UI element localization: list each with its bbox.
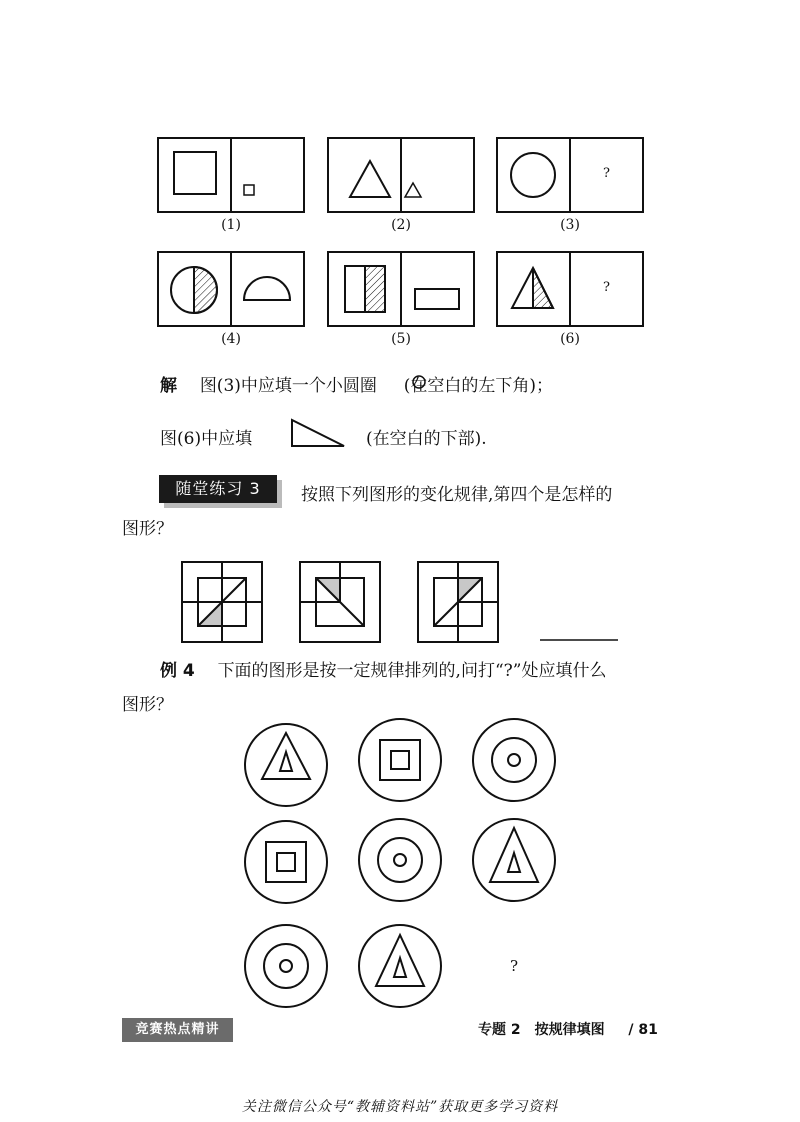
panel-label-2: (2) bbox=[391, 217, 411, 233]
large-triangle bbox=[350, 161, 390, 197]
example4-line-1-text: 下面的图形是按一定规律排列的,问打“?”处应填什么 bbox=[217, 661, 607, 681]
small-square bbox=[244, 185, 254, 195]
grid-cell-1-2 bbox=[359, 719, 441, 801]
practice-figure-3 bbox=[418, 562, 498, 642]
practice-figure-2 bbox=[300, 562, 380, 642]
footer-chapter bbox=[478, 1019, 658, 1039]
practice-label-box: 随堂练习 3 bbox=[159, 475, 277, 503]
grid-cell-2-2 bbox=[359, 819, 441, 901]
example4-line-2: 图形？ bbox=[122, 695, 173, 715]
solution-line-2-tail: (在空白的下部). bbox=[366, 429, 487, 449]
panel-label-1: (1) bbox=[221, 217, 241, 233]
semicircle bbox=[244, 277, 290, 300]
footer-chapter-title: 专题 2 按规律填图 bbox=[478, 1022, 605, 1038]
solution-label: 解 bbox=[160, 376, 177, 396]
example4-line-1 bbox=[160, 656, 606, 681]
panel-label-5: (5) bbox=[391, 331, 411, 347]
panel-6-question-mark: ? bbox=[603, 280, 610, 295]
panel-2 bbox=[328, 138, 474, 212]
example4-label: 例 4 bbox=[160, 661, 195, 681]
panel-3-question-mark: ? bbox=[603, 166, 610, 181]
grid-cell-1-3 bbox=[473, 719, 555, 801]
grid-cell-2-3 bbox=[473, 819, 555, 901]
grid-cell-2-1 bbox=[245, 821, 327, 903]
grid-cell-1-1 bbox=[245, 724, 327, 806]
footer-note: 关注微信公众号“教辅资料站”获取更多学习资料 bbox=[241, 1099, 559, 1115]
panel-3 bbox=[497, 138, 643, 212]
panel-5 bbox=[328, 252, 474, 326]
panel-label-3: (3) bbox=[560, 217, 580, 233]
right-triangle-inline bbox=[292, 420, 344, 446]
practice-figure-1 bbox=[182, 562, 262, 642]
solution-line-1-text: 图(3)中应填一个小圆圈 bbox=[199, 376, 377, 396]
panel-6 bbox=[497, 252, 643, 326]
practice-line-1: 按照下列图形的变化规律,第四个是怎样的 bbox=[301, 485, 613, 505]
grid-cell-3-2 bbox=[359, 925, 441, 1007]
solution-line-1 bbox=[160, 371, 553, 396]
small-triangle bbox=[405, 183, 421, 197]
panel-label-6: (6) bbox=[560, 331, 580, 347]
large-square bbox=[174, 152, 216, 194]
solution-line-1-tail: (在空白的左下角)； bbox=[403, 376, 553, 396]
panel-1 bbox=[158, 138, 304, 212]
footer-section-label: 竞赛热点精讲 bbox=[122, 1018, 233, 1042]
flat-rectangle bbox=[415, 289, 459, 309]
panel-4 bbox=[158, 252, 304, 326]
panel-label-4: (4) bbox=[221, 331, 241, 347]
practice-line-2: 图形？ bbox=[122, 519, 173, 539]
large-circle bbox=[511, 153, 555, 197]
grid-cell-3-1 bbox=[245, 925, 327, 1007]
grid-question-mark: ? bbox=[510, 957, 519, 975]
solution-line-2-head: 图(6)中应填 bbox=[160, 429, 253, 449]
footer-page-number: / 81 bbox=[628, 1022, 658, 1038]
